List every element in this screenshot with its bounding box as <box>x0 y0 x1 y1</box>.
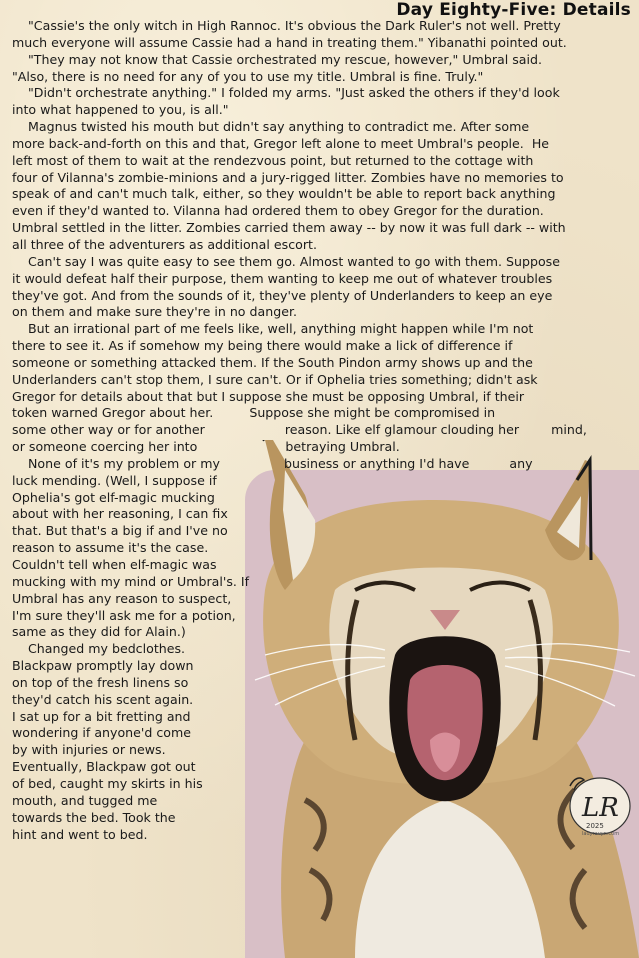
story-line: more back-and-forth on this and that, Gregor left alone to meet Umbral's people. He <box>12 135 550 151</box>
story-line: they've got. And from the sounds of it, they've plenty of Underlanders to keep an eye <box>12 287 553 303</box>
story-line: Can't say I was quite easy to see them go. Almost wanted to go with them. Suppose <box>12 253 560 269</box>
story-line: wondering if anyone'd come <box>12 725 192 741</box>
story-line: luck mending. (Well, I suppose if <box>12 472 217 488</box>
story-line: some other way or for another reason. Like elf glamour clouding her mind, <box>12 422 587 438</box>
story-line: on them and make sure they're in no danger. <box>12 304 297 320</box>
story-line: Magnus twisted his mouth but didn't say anything to contradict me. After some <box>12 119 530 135</box>
story-line: speak of and can't much talk, either, so they wouldn't be able to report back anything <box>12 186 556 202</box>
story-line: mouth, and tugged me <box>12 792 158 808</box>
story-line: of bed, caught my skirts in his <box>12 775 203 791</box>
story-line: Umbral settled in the litter. Zombies carried them away -- by now it was full dark -- with <box>12 220 566 236</box>
signature-logo <box>562 772 634 838</box>
story-line: "Didn't orchestrate anything." I folded my arms. "Just asked the others if they'd look <box>12 85 560 101</box>
story-line: all three of the adventurers as additional escort. <box>12 236 317 252</box>
story-line: But an irrational part of me feels like, well, anything might happen while I'm not <box>12 321 534 337</box>
story-line: hint and went to bed. <box>12 826 148 842</box>
story-line: on top of the fresh linens so <box>12 674 189 690</box>
story-line: even if they'd wanted to. Vilanna had ordered them to obey Gregor for the duration. <box>12 203 544 219</box>
story-line: left most of them to wait at the rendezvous point, but returned to the cottage with <box>12 152 534 168</box>
story-line: "Cassie's the only witch in High Rannoc. It's obvious the Dark Ruler's not well. Pretty <box>12 18 561 33</box>
story-line: that. But that's a big if and I've no <box>12 523 228 539</box>
story-line: about with her reasoning, I can fix <box>12 506 228 522</box>
story-line: someone or something attacked them. If the South Pindon army shows up and the <box>12 354 533 370</box>
story-line: it would defeat half their purpose, them wanting to keep me out of whatever troubles <box>12 270 553 286</box>
story-line: Gregor for details about that but I suppose she must be opposing Umbral, if their <box>12 388 525 404</box>
story-line: or someone coercing her into betraying Umbral. <box>12 439 400 455</box>
story-line: Couldn't tell when elf-magic was <box>12 557 217 572</box>
story-line: there to see it. As if somehow my being there would make a lick of difference if <box>12 338 513 354</box>
story-line: Underlanders can't stop them, I sure can't. Or if Ophelia tries something; didn't ask <box>12 371 538 387</box>
story-line: they'd catch his scent again. <box>12 691 194 707</box>
story-text <box>12 18 634 843</box>
story-line: Ophelia's got elf-magic mucking <box>12 489 215 505</box>
story-line: into what happened to you, is all." <box>12 102 229 118</box>
story-line: reason to assume it's the case. <box>12 540 209 556</box>
story-line: by with injuries or news. <box>12 742 166 758</box>
story-line: mucking with my mind or Umbral's. If <box>12 573 250 589</box>
story-line: Eventually, Blackpaw got out <box>12 759 196 775</box>
story-line: token warned Gregor about her. Suppose she might be compromised in <box>12 405 496 421</box>
svg-text:ladyravyn.com: ladyravyn.com <box>582 831 620 837</box>
story-line: Umbral has any reason to suspect, <box>12 590 232 606</box>
story-line: None of it's my problem or my business or anything I'd have any <box>12 455 533 471</box>
story-line: much everyone will assume Cassie had a hand in treating them." Yibanathi pointed out. <box>12 34 567 50</box>
story-line: same as they did for Alain.) <box>12 624 186 640</box>
story-line: I'm sure they'll ask me for a potion, <box>12 607 236 623</box>
story-line: Changed my bedclothes. <box>12 641 186 657</box>
page-title: Day Eighty-Five: Details <box>396 0 631 20</box>
svg-text:2025: 2025 <box>586 822 604 830</box>
story-line: "They may not know that Cassie orchestrated my rescue, however," Umbral said. <box>12 51 542 67</box>
story-line: "Also, there is no need for any of you to use my title. Umbral is fine. Truly." <box>12 68 484 84</box>
story-line: towards the bed. Took the <box>12 809 176 825</box>
svg-text:LR: LR <box>582 793 619 823</box>
story-line: Blackpaw promptly lay down <box>12 658 194 674</box>
story-line: I sat up for a bit fretting and <box>12 708 191 724</box>
story-line: four of Vilanna's zombie-minions and a jury-rigged litter. Zombies have no memories to <box>12 169 564 185</box>
